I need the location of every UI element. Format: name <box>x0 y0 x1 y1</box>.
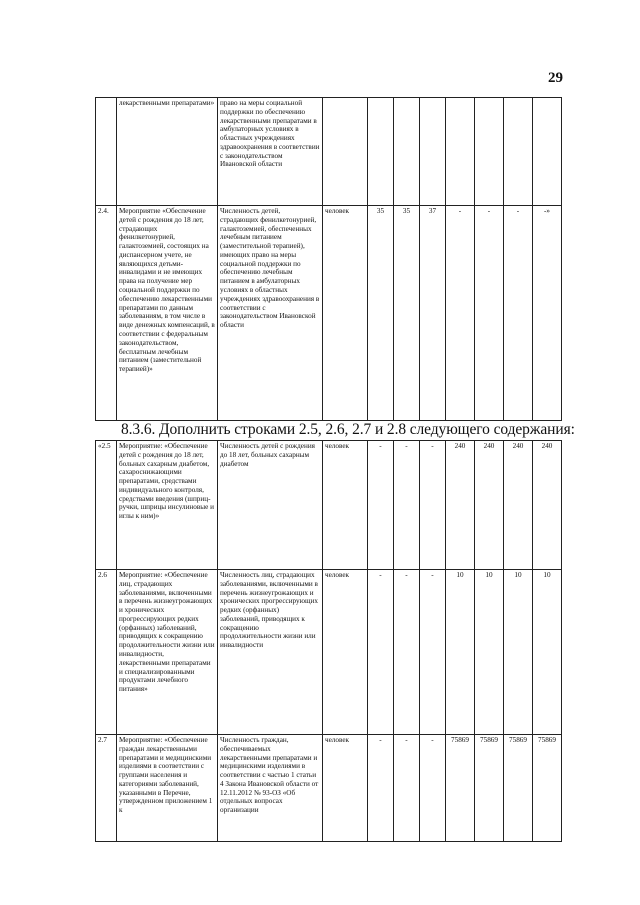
unit-cell: человек <box>323 735 368 842</box>
value-cell: 35 <box>368 206 394 421</box>
value-cell: - <box>420 735 446 842</box>
indicator-description: Численность граждан, обеспечиваемых лекарственными препаратами и медицинскими изделиями в соответствии с частью 1 статьи 4 Закона Ивановской области от 12.11.2012 № 93-ОЗ «Об отдельных вопросах организации <box>218 735 323 842</box>
value-cell <box>533 98 562 206</box>
table-row <box>96 735 562 842</box>
unit-cell <box>323 98 368 206</box>
unit-cell: человек <box>323 441 368 570</box>
value-cell: 75869 <box>446 735 475 842</box>
row-number <box>96 98 117 206</box>
indicator-description: Численность детей с рождения до 18 лет, больных сахарным диабетом <box>218 441 323 570</box>
event-description: Мероприятие: «Обеспечение лиц, страдающих заболеваниями, включенными в перечень жизнеугрожающих и хронических прогрессирующих редких (орфанных) заболеваний, приводящих к сокращению продолжительности жизни или инвалидности, лекарственными препаратами и специализированными продуктами лечебного питания» <box>117 570 218 735</box>
event-description: Мероприятие «Обеспечение детей с рождения до 18 лет, страдающих фенилкетонурией, галактоземией, состоящих на диспансерном учете, не являющихся детьми-инвалидами и не имеющих права на получение мер социальной поддержки по обеспечению лекарственными препаратами по данным заболеваниям, в том числе в виде денежных компенсаций, в соответствии с федеральным законодательством, бесплатным лечебным питанием (заместительной терапией)» <box>117 206 218 421</box>
value-cell: 240 <box>533 441 562 570</box>
row-number: 2.7 <box>96 735 117 842</box>
value-cell: 240 <box>475 441 504 570</box>
unit-cell: человек <box>323 206 368 421</box>
value-cell: 10 <box>533 570 562 735</box>
value-cell: 10 <box>446 570 475 735</box>
value-cell: 10 <box>504 570 533 735</box>
event-description: лекарственными препаратами» <box>117 98 218 206</box>
value-cell: - <box>446 206 475 421</box>
value-cell: - <box>504 206 533 421</box>
page-number: 29 <box>548 70 563 86</box>
value-cell: - <box>368 570 394 735</box>
value-cell: 75869 <box>504 735 533 842</box>
value-cell: - <box>475 206 504 421</box>
indicator-description: Численность лиц, страдающих заболеваниями, включенными в перечень жизнеугрожающих и хронических прогрессирующих редких (орфанных) заболеваний, приводящих к сокращению продолжительности жизни или инвалидности <box>218 570 323 735</box>
event-description: Мероприятие: «Обеспечение граждан лекарственными препаратами и медицинскими изделиями в соответствии с группами населения и категориями заболеваний, указанными в Перечне, утвержденном приложением 1 к <box>117 735 218 842</box>
value-cell: - <box>368 441 394 570</box>
value-cell: 240 <box>446 441 475 570</box>
value-cell: 240 <box>504 441 533 570</box>
table-row <box>96 98 562 206</box>
value-cell: -» <box>533 206 562 421</box>
value-cell: - <box>394 441 420 570</box>
table-row <box>96 441 562 570</box>
row-number: 2.6 <box>96 570 117 735</box>
value-cell: - <box>420 441 446 570</box>
value-cell <box>475 98 504 206</box>
section-heading: 8.3.6. Дополнить строками 2.5, 2.6, 2.7 и 2.8 следующего содержания: <box>121 421 575 438</box>
unit-cell: человек <box>323 570 368 735</box>
event-description: Мероприятие: «Обеспечение детей с рождения до 18 лет, больных сахарным диабетом, сахароснижающими препаратами, средствами индивидуального контроля, средствами введения (шприц-ручки, шприцы инсулиновые и иглы к ним)» <box>117 441 218 570</box>
value-cell: 10 <box>475 570 504 735</box>
value-cell: 35 <box>394 206 420 421</box>
value-cell <box>504 98 533 206</box>
value-cell: 75869 <box>533 735 562 842</box>
row-number: «2.5 <box>96 441 117 570</box>
value-cell: - <box>394 570 420 735</box>
program-table-bottom <box>95 440 562 842</box>
value-cell <box>446 98 475 206</box>
value-cell <box>394 98 420 206</box>
value-cell <box>420 98 446 206</box>
value-cell: - <box>394 735 420 842</box>
indicator-description: право на меры социальной поддержки по обеспечению лекарственными препаратами в амбулаторных условиях в областных учреждениях здравоохранения в соответствии с законодательством Ивановской области <box>218 98 323 206</box>
value-cell: - <box>420 570 446 735</box>
table-row <box>96 570 562 735</box>
table-row <box>96 206 562 421</box>
value-cell <box>368 98 394 206</box>
value-cell: - <box>368 735 394 842</box>
program-table-top <box>95 97 562 421</box>
indicator-description: Численность детей, страдающих фенилкетонурией, галактоземией, обеспеченных лечебным питанием (заместительной терапией), имеющих право на меры социальной поддержки по обеспечению лечебным питанием в амбулаторных условиях в областных учреждениях здравоохранения в соответствии с законодательством Ивановской области <box>218 206 323 421</box>
value-cell: 75869 <box>475 735 504 842</box>
value-cell: 37 <box>420 206 446 421</box>
row-number: 2.4. <box>96 206 117 421</box>
